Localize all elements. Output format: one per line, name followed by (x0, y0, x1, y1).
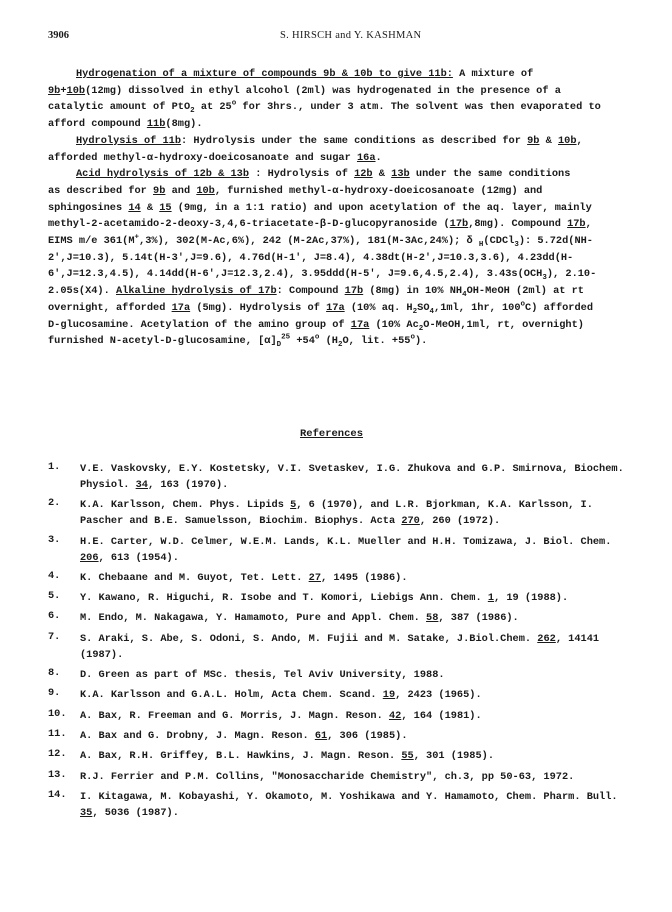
paragraph-title: Hydrolysis of 11b (76, 134, 182, 147)
reference-item (48, 534, 638, 566)
reference-item (48, 748, 638, 764)
volume-number: 27 (308, 571, 321, 584)
reference-text: I. Kitagawa, M. Kobayashi, Y. Okamoto, M. Yoshikawa and Y. Hamamoto, Chem. Pharm. Bull. 35, 5036 (1987). (80, 790, 618, 819)
reference-number: 7. (48, 630, 61, 643)
reference-text: K. Chebaane and M. Guyot, Tet. Lett. 27, 1495 (1986). (80, 571, 408, 584)
volume-number: 19 (382, 689, 396, 702)
volume-number: 5 (290, 499, 297, 512)
reference-number: 5. (48, 590, 61, 603)
reference-number: 13. (48, 768, 67, 781)
volume-number: 1 (487, 592, 495, 605)
reference-number: 8. (48, 667, 61, 680)
reference-number: 10. (48, 707, 67, 720)
volume-number: 206 (80, 551, 99, 564)
reference-text: A. Bax and G. Drobny, J. Magn. Reson. 61, 306 (1985). (80, 729, 408, 742)
reference-item (48, 769, 638, 785)
volume-number: 42 (388, 709, 402, 722)
reference-item (48, 590, 638, 606)
reference-text: S. Araki, S. Abe, S. Odoni, S. Ando, M. Fujii and M. Satake, J.Biol.Chem. 262, 14141 (1987). (80, 632, 600, 661)
reference-number: 9. (48, 687, 61, 700)
volume-number: 35 (80, 806, 93, 819)
reference-text: R.J. Ferrier and P.M. Collins, "Monosaccharide Chemistry", ch.3, pp 50-63, 1972. (80, 770, 575, 783)
reference-number: 4. (48, 569, 61, 582)
paragraph-title: Alkaline hydrolysis of 17b (115, 285, 277, 298)
reference-item (48, 728, 638, 744)
reference-item (48, 461, 638, 493)
volume-number: 270 (401, 515, 420, 528)
running-header (48, 30, 632, 44)
reference-text: Y. Kawano, R. Higuchi, R. Isobe and T. Komori, Liebigs Ann. Chem. 1, 19 (1988). (80, 592, 569, 605)
reference-text: D. Green as part of MSc. thesis, Tel Aviv University, 1988. (80, 669, 445, 682)
compound-ref: 11b (146, 118, 166, 131)
paragraph-hydrolysis-11b: Hydrolysis of 11b: Hydrolysis under the same conditions as described for 9b & 10b, afforded methyl-α-hydroxy-doeicosanoate and sugar 16a. (48, 134, 583, 164)
paragraph-hydrogenation: Hydrogenation of a mixture of compounds 9b & 10b to give 11b: A mixture of 9b+10b(12mg) dissolved in ethyl alcohol (2ml) was hydrogenated in the presence of a catalytic amount of PtO$_2$ at 25$^o$ for 3hrs., under 3 atm. The solvent was then evaporated to afford compound 11b(8mg). (48, 68, 601, 131)
compound-ref: 9b (48, 84, 61, 97)
reference-item (48, 570, 638, 586)
paragraph-title: Hydrogenation of a mixture of compounds 9b & 10b to give 11b: (76, 68, 453, 80)
compound-ref: 10b (66, 84, 86, 97)
reference-number: 12. (48, 748, 67, 761)
reference-number: 3. (48, 533, 61, 546)
volume-number: 61 (314, 729, 328, 742)
running-authors: S. HIRSCH and Y. KASHMAN (280, 30, 422, 41)
reference-text: A. Bax, R.H. Griffey, B.L. Hawkins, J. Magn. Reson. 55, 301 (1985). (80, 750, 495, 763)
page-number: 3906 (48, 30, 69, 41)
reference-number: 14. (48, 788, 67, 801)
reference-list (48, 461, 638, 825)
reference-item (48, 687, 638, 703)
volume-number: 55 (401, 750, 414, 763)
reference-item (48, 708, 638, 724)
volume-number: 58 (426, 612, 439, 625)
reference-item (48, 610, 638, 626)
reference-text: K.A. Karlsson, Chem. Phys. Lipids 5, 6 (1970), and L.R. Bjorkman, K.A. Karlsson, I. Pascher and B.E. Samuelsson, Biochim. Biophys. Acta 270, 260 (1972). (80, 499, 593, 528)
reference-text: A. Bax, R. Freeman and G. Morris, J. Magn. Reson. 42, 164 (1981). (80, 709, 482, 722)
experimental-text (48, 66, 630, 350)
reference-number: 2. (48, 497, 61, 510)
reference-item (48, 631, 638, 663)
reference-item (48, 789, 638, 821)
reference-number: 11. (48, 727, 67, 740)
reference-number: 6. (48, 610, 61, 623)
reference-text: M. Endo, M. Nakagawa, Y. Hamamoto, Pure and Appl. Chem. 58, 387 (1986). (80, 612, 519, 625)
reference-text: V.E. Vaskovsky, E.Y. Kostetsky, V.I. Svetaskev, I.G. Zhukova and G.P. Smirnova, Biochem. Physiol. 34, 163 (1970). (80, 463, 624, 491)
reference-text: K.A. Karlsson and G.A.L. Holm, Acta Chem. Scand. 19, 2423 (1965). (80, 689, 482, 702)
reference-number: 1. (48, 461, 61, 473)
reference-text: H.E. Carter, W.D. Celmer, W.E.M. Lands, K.L. Mueller and H.H. Tomizawa, J. Biol. Chem. 206, 613 (1954). (80, 535, 612, 564)
paragraph-title: Acid hydrolysis of 12b & 13b (76, 168, 250, 181)
paragraph-acid-hydrolysis: Acid hydrolysis of 12b & 13b : Hydrolysis of 12b & 13b under the same conditions as described for 9b and 10b, furnished methyl-α-hydroxy-doeicosanoate (12mg) and sphingosines 14 & 15 (9mg, in a 1:1 ratio) and upon acetylation of the aq. layer, mainly methyl-2-acetamido-2-deoxy-3,4,6-triacetate-β-D-glucopyranoside (17b,8mg). Compound 17b, EIMS m/e 361(M+,3%), 302(M-Ac,6%), 242 (M-2Ac,37%), 181(M-3Ac,24%); δ $_H$(CDCl$_3$): 5.72d(NH- 2',J=10.3), 5.14t(H-3',J=9.6), 4.76d(H-1', J=8.4), 4.38dt(H-2',J=10.3,3.6), 4.23dd(H- 6',J=12.3,4.5), 4.14dd(H-6',J=12.3,2.4), 3.95ddd(H-5', J=9.6,4.5,2.4), $3.43s(OCH_3)$, 2.10- 2.05s(X4). Alkaline hydrolysis of 17b: Compound 17b (8mg) in 10% $NH_4OH$-MeOH (2ml) at rt overnight, afforded 17a (5mg). Hydrolysis of 17a (10% aq. $H_2SO_4,1ml$, 1hr, 100$^o$C) afforded D-glucosamine. Acetylation of the amino group of 17a (10% $Ac_2O-MeOH,1ml$, rt, overnight) furnished N-acetyl-D-glucosamine, $[\alpha]_D^{25} +54^o$ ($H_2O$, lit. $+55^o$). (48, 168, 597, 350)
volume-number: 34 (135, 479, 148, 491)
references-heading: References (300, 428, 364, 440)
volume-number: 262 (537, 632, 556, 645)
reference-item (48, 497, 638, 529)
reference-item (48, 667, 638, 683)
